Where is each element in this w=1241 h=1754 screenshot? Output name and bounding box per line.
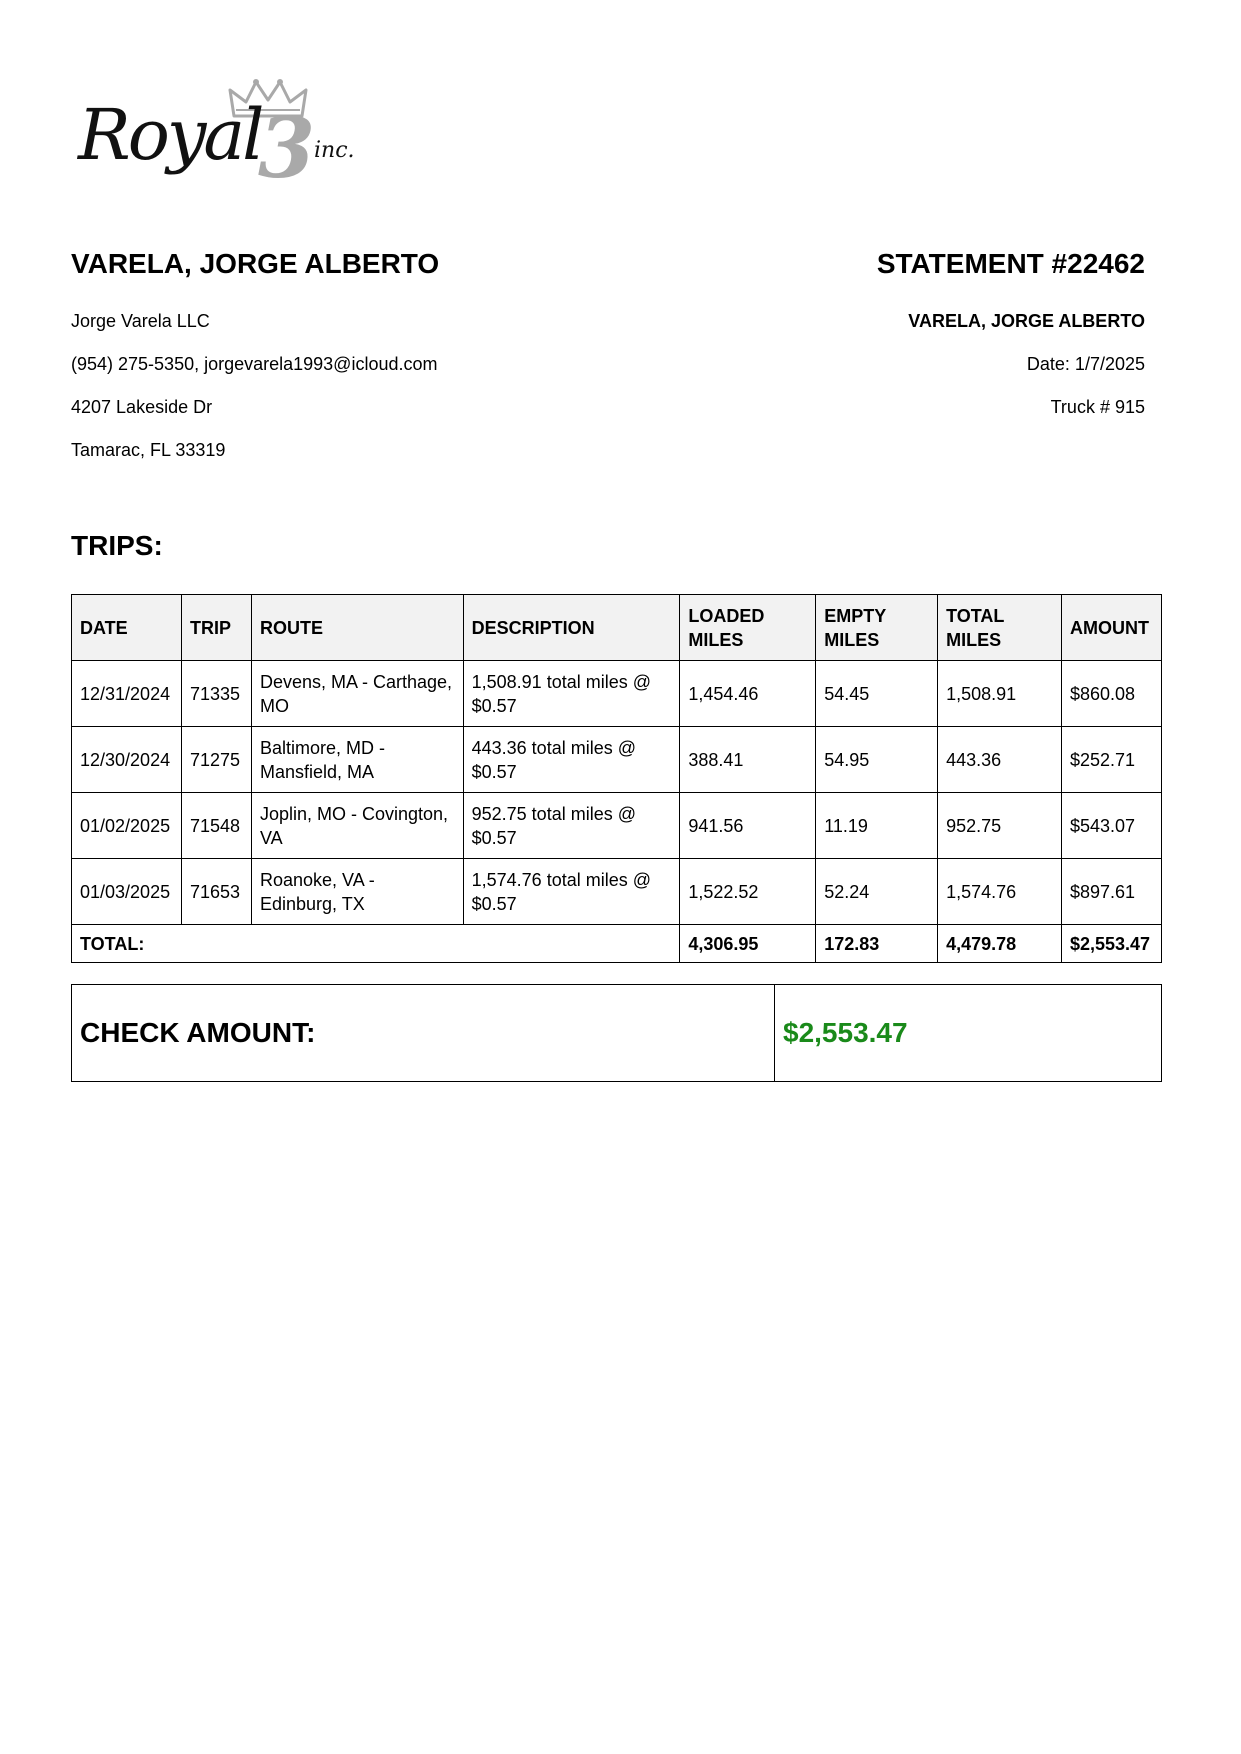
cell-route: Roanoke, VA - Edinburg, TX [251,859,463,925]
statement-date: Date: 1/7/2025 [1026,354,1145,374]
cell-total-miles: 1,574.76 [938,859,1062,925]
cell-route: Baltimore, MD - Mansfield, MA [251,727,463,793]
cell-date: 12/31/2024 [72,661,182,727]
column-header-total-miles: TOTAL MILES [938,595,1062,661]
table-header-row [72,595,1162,661]
cell-amount: $860.08 [1061,661,1161,727]
cell-route: Joplin, MO - Covington, VA [251,793,463,859]
cell-empty-miles: 54.45 [816,661,938,727]
column-header-description: DESCRIPTION [463,595,680,661]
driver-company: Jorge Varela LLC [71,311,210,331]
cell-amount: $252.71 [1061,727,1161,793]
total-total-miles: 4,479.78 [938,925,1062,963]
statement-driver-name: VARELA, JORGE ALBERTO [908,311,1145,331]
cell-date: 01/03/2025 [72,859,182,925]
company-logo [78,78,378,197]
totals-row [72,925,1162,963]
cell-route: Devens, MA - Carthage, MO [251,661,463,727]
column-header-trip: TRIP [181,595,251,661]
check-amount-value: $2,553.47 [775,985,1162,1082]
cell-empty-miles: 54.95 [816,727,938,793]
column-header-date: DATE [72,595,182,661]
driver-name-heading: VARELA, JORGE ALBERTO [71,248,440,279]
cell-total-miles: 952.75 [938,793,1062,859]
cell-amount: $897.61 [1061,859,1161,925]
logo-word: Royal [78,94,262,176]
column-header-amount: AMOUNT [1061,595,1161,661]
table-row [72,661,1162,727]
cell-trip: 71335 [181,661,251,727]
cell-empty-miles: 52.24 [816,859,938,925]
driver-address-line1: 4207 Lakeside Dr [71,397,213,417]
cell-trip: 71548 [181,793,251,859]
column-header-route: ROUTE [251,595,463,661]
cell-loaded-miles: 941.56 [680,793,816,859]
driver-contact: (954) 275-5350, jorgevarela1993@icloud.com [71,354,438,374]
cell-empty-miles: 11.19 [816,793,938,859]
cell-amount: $543.07 [1061,793,1161,859]
cell-loaded-miles: 388.41 [680,727,816,793]
logo-suffix: inc. [314,138,355,163]
cell-description: 1,508.91 total miles @ $0.57 [463,661,680,727]
column-header-empty-miles: EMPTY MILES [816,595,938,661]
column-header-loaded-miles: LOADED MILES [680,595,816,661]
check-amount-box [71,984,1162,1082]
table-row [72,859,1162,925]
cell-description: 1,574.76 total miles @ $0.57 [463,859,680,925]
cell-description: 443.36 total miles @ $0.57 [463,727,680,793]
statement-truck: Truck # 915 [1050,397,1145,417]
table-row [72,727,1162,793]
driver-address-line2: Tamarac, FL 33319 [71,440,226,460]
trips-table [71,594,1162,963]
total-amount: $2,553.47 [1061,925,1161,963]
cell-date: 12/30/2024 [72,727,182,793]
cell-description: 952.75 total miles @ $0.57 [463,793,680,859]
cell-loaded-miles: 1,454.46 [680,661,816,727]
total-empty-miles: 172.83 [816,925,938,963]
statement-info [908,310,1145,439]
cell-trip: 71653 [181,859,251,925]
driver-info [71,310,438,482]
table-row [72,793,1162,859]
cell-total-miles: 1,508.91 [938,661,1062,727]
cell-trip: 71275 [181,727,251,793]
statement-title: STATEMENT #22462 [876,248,1145,279]
totals-label: TOTAL: [72,925,680,963]
trips-heading: TRIPS: [71,530,163,561]
cell-total-miles: 443.36 [938,727,1062,793]
cell-date: 01/02/2025 [72,793,182,859]
logo-numeral: 3 [258,101,316,197]
total-loaded-miles: 4,306.95 [680,925,816,963]
cell-loaded-miles: 1,522.52 [680,859,816,925]
check-amount-label: CHECK AMOUNT: [72,985,775,1082]
